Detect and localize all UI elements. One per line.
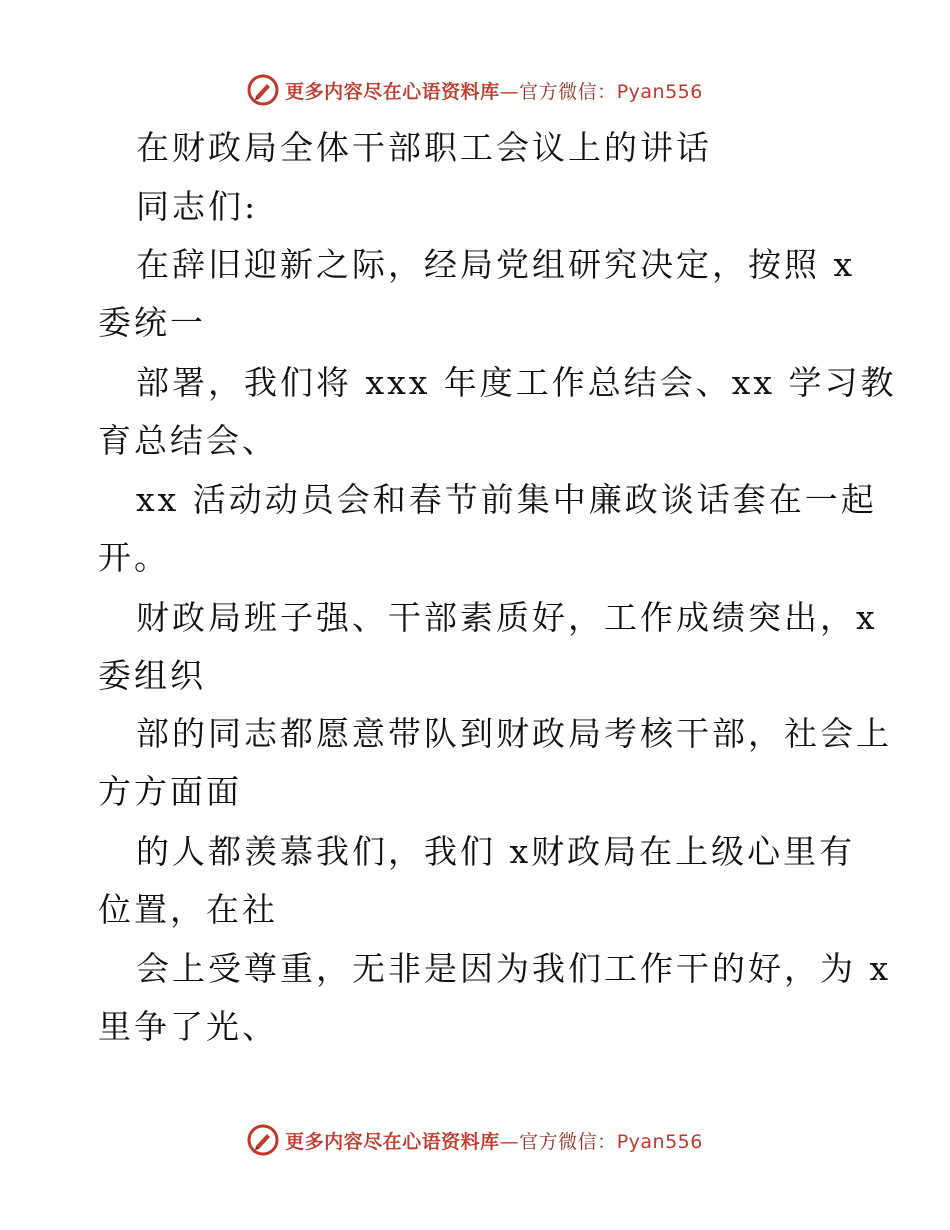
watermark-main-text: 更多内容尽在心语资料库	[285, 80, 500, 103]
watermark-sub-text: 官方微信：	[519, 1130, 617, 1153]
watermark-id: Pyan556	[616, 80, 703, 103]
paragraph-line: 委统一	[98, 303, 206, 342]
paragraph-line: 委组织	[98, 656, 206, 695]
watermark-dash: —	[499, 80, 520, 103]
salutation: 同志们:	[136, 187, 259, 226]
header-watermark	[0, 72, 950, 108]
document-title: 在财政局全体干部职工会议上的讲话	[136, 128, 712, 167]
paragraph-line: 方方面面	[98, 772, 242, 811]
paragraph-line: 财政局班子强、干部素质好，工作成绩突出，x	[136, 598, 878, 637]
paragraph-line: 在辞旧迎新之际，经局党组研究决定，按照 x	[136, 245, 856, 284]
paragraph-line: 会上受尊重，无非是因为我们工作干的好，为 x	[136, 949, 892, 988]
pen-logo-icon	[247, 1124, 279, 1156]
watermark-main-text: 更多内容尽在心语资料库	[285, 1130, 500, 1153]
paragraph-line: 开。	[98, 538, 170, 577]
paragraph-line: 里争了光、	[98, 1007, 278, 1046]
footer-watermark	[0, 1122, 950, 1158]
paragraph-line: 的人都羡慕我们，我们 x财政局在上级心里有	[136, 832, 856, 871]
watermark-id: Pyan556	[616, 1130, 703, 1153]
paragraph-line: xx 活动动员会和春节前集中廉政谈话套在一起	[136, 480, 877, 519]
paragraph-line: 部的同志都愿意带队到财政局考核干部，社会上	[136, 714, 892, 753]
watermark-sub-text: 官方微信：	[519, 80, 617, 103]
paragraph-line: 育总结会、	[98, 421, 278, 460]
paragraph-line: 位置，在社	[98, 890, 278, 929]
paragraph-line: 部署，我们将 xxx 年度工作总结会、xx 学习教	[136, 363, 897, 402]
watermark-dash: —	[499, 1130, 520, 1153]
pen-logo-icon	[247, 74, 279, 106]
